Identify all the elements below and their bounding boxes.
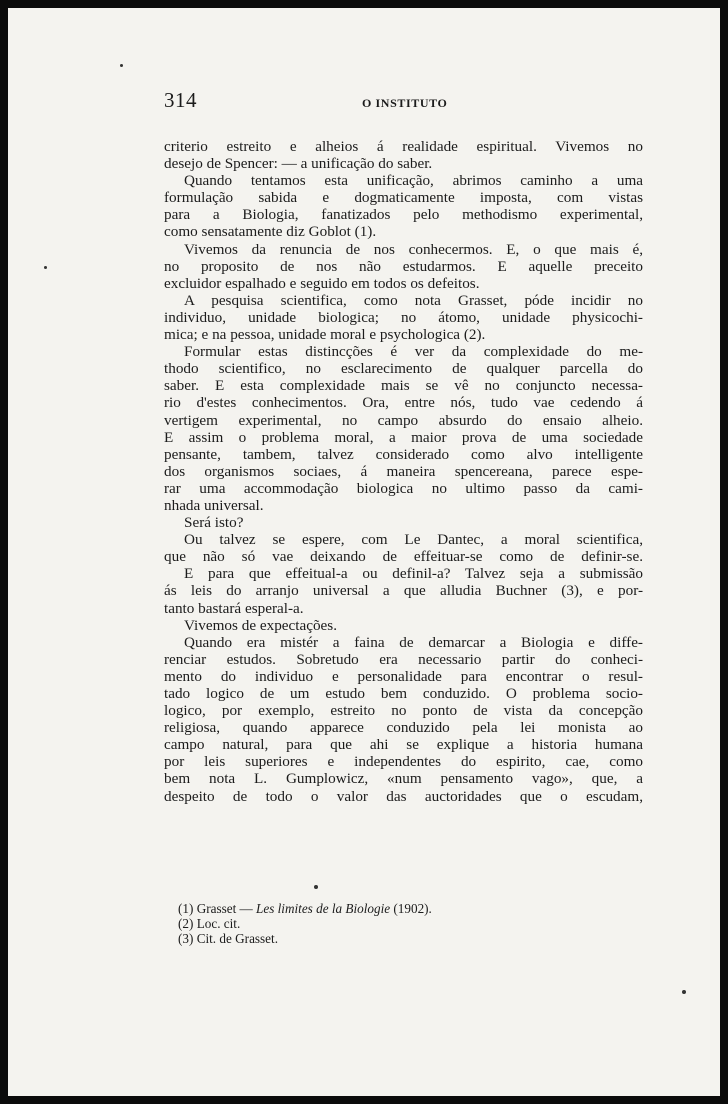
- footnote-title: Les limites de la Biologie: [256, 901, 391, 916]
- text-line: thodo scientifico, no esclarecimento de qualquer parcella do: [164, 360, 643, 378]
- text-line: religiosa, quando apparece conduzido pela lei monista ao: [164, 719, 643, 737]
- text-line: formulação sabida e dogmaticamente imposta, com vistas: [164, 189, 643, 207]
- text-line: pensante, tambem, talvez considerado como alvo intelligente: [164, 445, 643, 463]
- footnote: [178, 916, 598, 931]
- footnote: [178, 901, 598, 916]
- text-line: E assim o problema moral, a maior prova de uma sociedade: [164, 428, 643, 446]
- text-line: logico, por exemplo, estreito no ponto de vista da concepção: [164, 702, 643, 720]
- footnote-text: Loc. cit.: [196, 916, 241, 931]
- page-header: [164, 88, 644, 118]
- footnote-separator: [314, 885, 318, 889]
- text-line: despeito de todo o valor das auctoridades que o escudam,: [164, 787, 643, 805]
- text-line: mento do individuo e personalidade para encontrar o resul-: [164, 667, 643, 685]
- paper-speck: [120, 64, 123, 67]
- text-line: que não só vae deixando de effeituar-se como de definir-se.: [164, 548, 643, 566]
- text-line: vertigem experimental, no campo absurdo do ensaio alheio.: [164, 411, 643, 429]
- text-line: desejo de Spencer: — a unificação do saber.: [164, 155, 433, 173]
- text-line: tanto bastará esperal-a.: [164, 599, 304, 617]
- book-page: [8, 8, 720, 1096]
- text-line: mica; e na pessoa, unidade moral e psychologica (2).: [164, 326, 486, 344]
- text-line: bem nota L. Gumplowicz, «num pensamento vago», que, a: [164, 770, 643, 788]
- text-line: ás leis do arranjo universal a que alludia Buchner (3), e por-: [164, 582, 643, 600]
- text-line: Será isto?: [184, 514, 244, 532]
- text-line: individuo, unidade biologica; no átomo, unidade physicochi-: [164, 308, 643, 326]
- text-line: Quando tentamos esta unificação, abrimos caminho a uma: [184, 172, 643, 190]
- text-line: Ou talvez se espere, com Le Dantec, a moral scientifica,: [184, 531, 643, 549]
- text-line: rio d'estes conhecimentos. Ora, entre nós, tudo vae cedendo á: [164, 394, 643, 412]
- text-line: tado logico de um estudo bem conduzido. O problema socio-: [164, 685, 643, 702]
- text-line: para a Biologia, fanatizados pelo methodismo experimental,: [164, 206, 643, 224]
- footnote-text: Cit. de Grasset.: [196, 931, 278, 946]
- text-line: rar uma accommodação biologica no ultimo passo da cami-: [164, 479, 643, 497]
- body-text: [164, 138, 643, 805]
- page-number: 314: [164, 88, 197, 112]
- text-line: Vivemos de expectações.: [184, 616, 338, 634]
- text-line: Quando era mistér a faina de demarcar a Biologia e diffe-: [184, 633, 643, 651]
- footnote-text: Grasset —: [196, 901, 257, 916]
- text-line: no proposito de nos não estudarmos. E aquelle preceito: [164, 257, 643, 275]
- paper-speck: [682, 990, 686, 994]
- text-line: Vivemos da renuncia de nos conhecermos. E, o que mais é,: [184, 240, 643, 258]
- text-line: A pesquisa scientifica, como nota Grasset, póde incidir no: [184, 291, 643, 309]
- text-line: E para que effeitual-a ou definil-a? Talvez seja a submissão: [184, 565, 643, 583]
- text-line: criterio estreito e alheios á realidade espiritual. Vivemos no: [164, 138, 643, 155]
- text-line: dos organismos sociaes, á maneira spencereana, parece espe-: [164, 462, 643, 480]
- footnote-marker: (1): [178, 901, 194, 916]
- text-line: nhada universal.: [164, 496, 264, 514]
- footnotes: [178, 901, 598, 946]
- text-line: como sensatamente diz Goblot (1).: [164, 223, 377, 241]
- running-head: O INSTITUTO: [362, 96, 448, 110]
- text-line: por leis superiores e independentes do espirito, cae, como: [164, 753, 643, 771]
- footnote-marker: (2): [178, 916, 194, 931]
- text-line: excluidor espalhado e seguido em todos os defeitos.: [164, 274, 480, 292]
- text-line: campo natural, para que ahi se explique a historia humana: [164, 736, 643, 754]
- footnote-year: (1902).: [390, 901, 432, 916]
- text-line: Formular estas distincções é ver da complexidade do me-: [184, 343, 643, 361]
- text-line: renciar estudos. Sobretudo era necessario partir do conheci-: [164, 650, 643, 668]
- text-line: saber. E esta complexidade mais se vê no conjuncto necessa-: [164, 377, 643, 395]
- footnote-marker: (3): [178, 931, 194, 946]
- paper-speck: [44, 266, 47, 269]
- footnote: [178, 931, 598, 946]
